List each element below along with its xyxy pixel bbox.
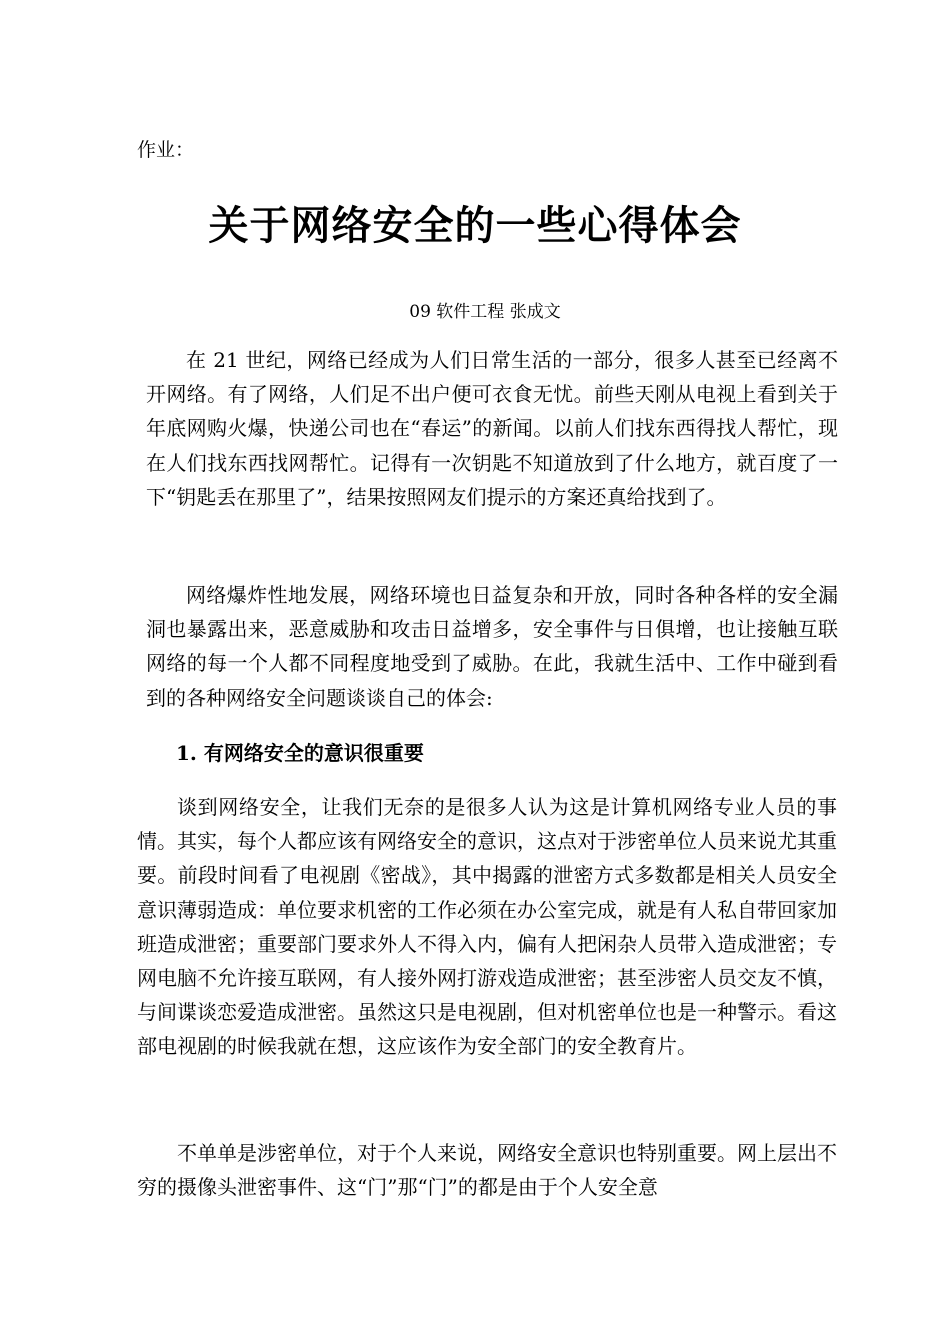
paragraph-intro: 在 21 世纪，网络已经成为人们日常生活的一部分，很多人甚至已经离不开网络。有了网络，人们足不出户便可衣食无忧。前些天刚从电视上看到关于年底网购火爆，快递公司也在“春运”的新闻。以前人们找东西得找人帮忙，现在人们找东西找网帮忙。记得有一次钥匙不知道放到了什么地方，就百度了一下“钥匙丢在那里了”，结果按照网友们提示的方案还真给找到了。 [146, 348, 838, 509]
page-title: 关于网络安全的一些心得体会 [208, 202, 742, 249]
paragraph-awareness: 谈到网络安全，让我们无奈的是很多人认为这是计算机网络专业人员的事情。其实，每个人都应该有网络安全的意识，这点对于涉密单位人员来说尤其重要。前段时间看了电视剧《密战》，其中揭露的泄密方式多数都是相关人员安全意识薄弱造成：单位要求机密的工作必须在办公室完成，就是有人私自带回家加班造成泄密；重要部门要求外人不得入内，偏有人把闲杂人员带入造成泄密；专网电脑不允许接互联网，有人接外网打游戏造成泄密；甚至涉密人员交友不慎，与间谍谈恋爱造成泄密。虽然这只是电视剧，但对机密单位也是一种警示。看这部电视剧的时候我就在想，这应该作为安全部门的安全教育片。 [137, 795, 837, 1059]
section-heading: 1. 有网络安全的意识很重要 [176, 741, 424, 765]
assignment-label: 作业： [137, 139, 195, 161]
paragraph-threats: 网络爆炸性地发展，网络环境也日益复杂和开放，同时各种各样的安全漏洞也暴露出来，恶意威胁和攻击日益增多，安全事件与日俱增，也让接触互联网络的每一个人都不同程度地受到了威胁。在此，我就生活中、工作中碰到看到的各种网络安全问题谈谈自己的体会: [146, 583, 838, 710]
author-byline: 09 软件工程 张成文 [409, 302, 561, 322]
paragraph-personal: 不单单是涉密单位，对于个人来说，网络安全意识也特别重要。网上层出不穷的摄像头泄密事件、这“门”那“门”的都是由于个人安全意 [137, 1141, 837, 1200]
